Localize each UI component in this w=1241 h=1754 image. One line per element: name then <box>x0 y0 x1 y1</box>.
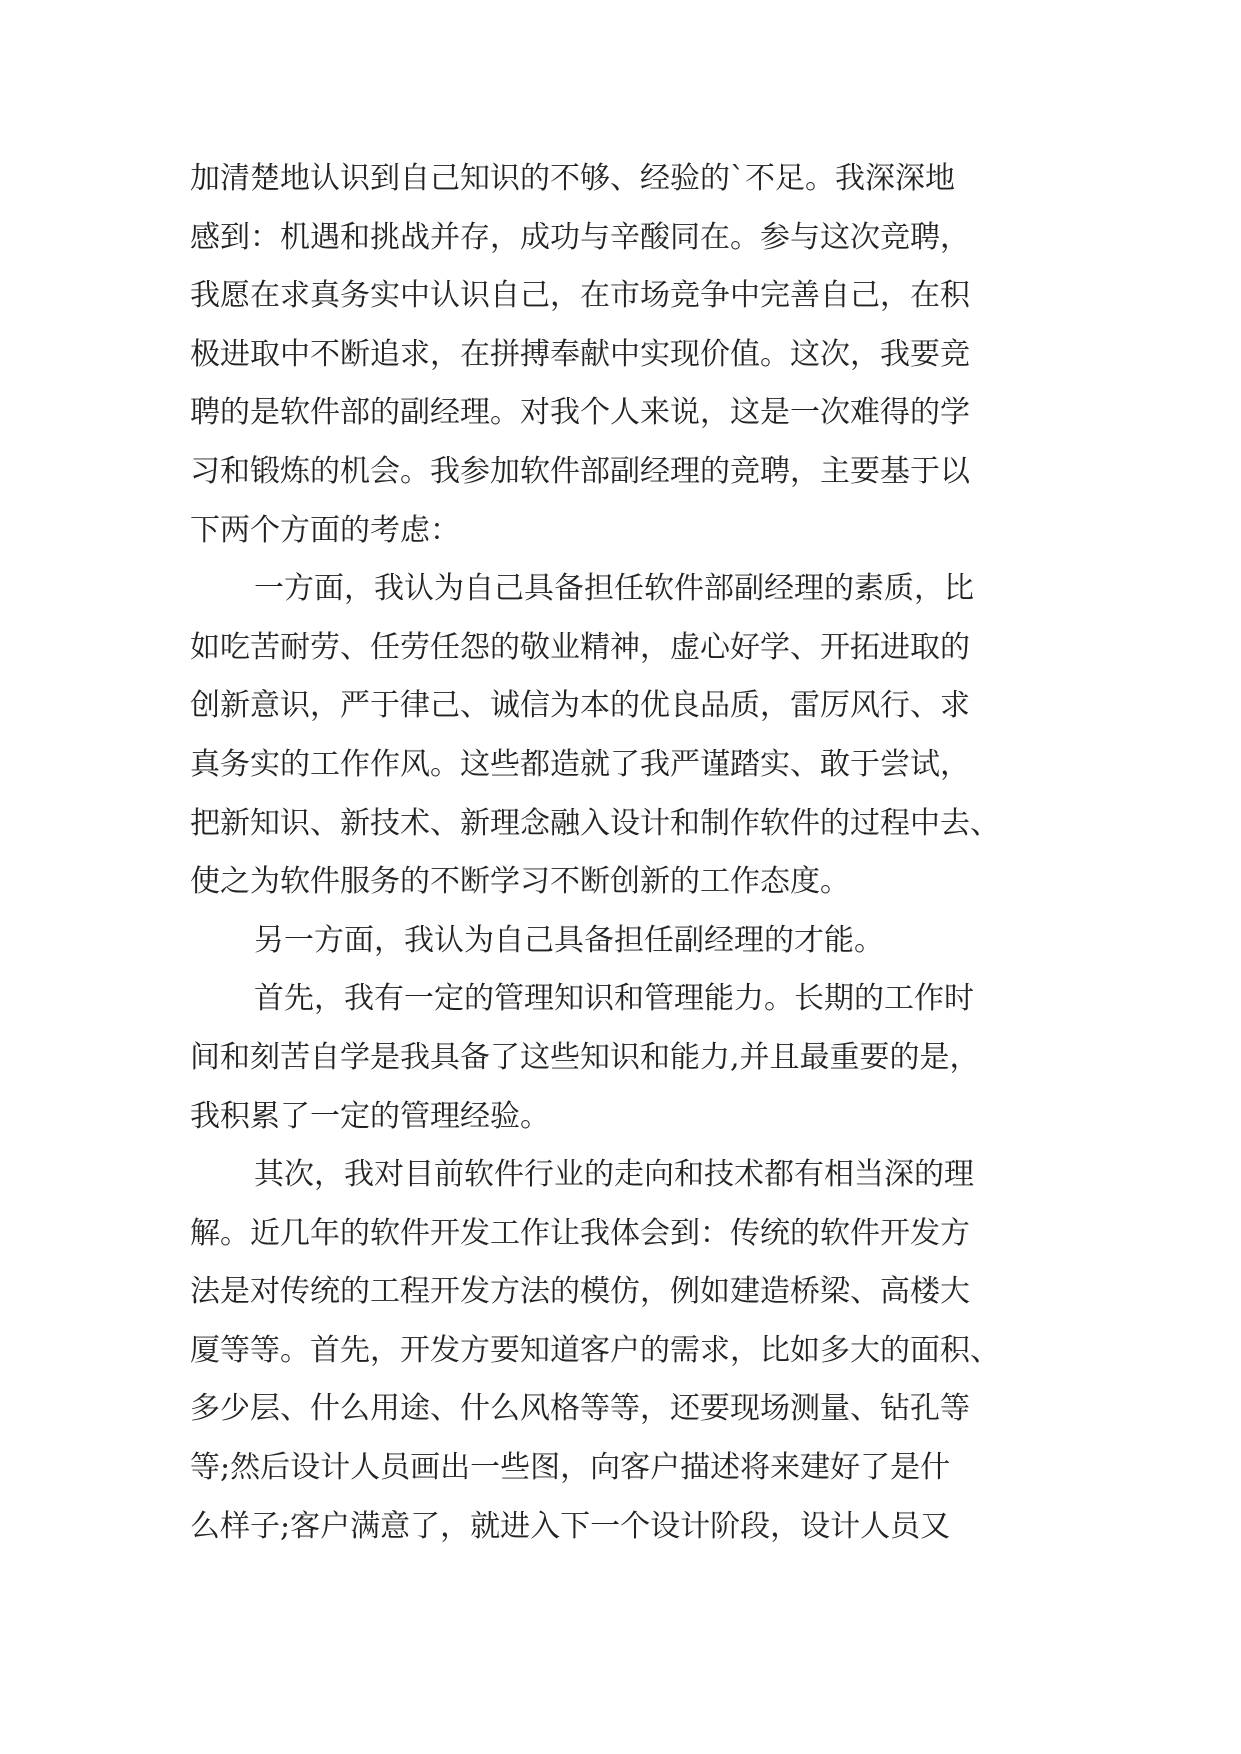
text-line: 感到：机遇和挑战并存，成功与辛酸同在。参与这次竞聘， <box>190 219 970 255</box>
text-line: 厦等等。首先，开发方要知道客户的需求，比如多大的面积、 <box>190 1332 1000 1368</box>
paragraph-2 <box>190 560 1070 912</box>
text-line: 等;然后设计人员画出一些图，向客户描述将来建好了是什 <box>190 1450 951 1486</box>
text-line: 极进取中不断追求，在拼搏奉献中实现价值。这次，我要竞 <box>190 336 970 372</box>
text-line: 另一方面，我认为自己具备担任副经理的才能。 <box>254 922 884 958</box>
text-line: 把新知识、新技术、新理念融入设计和制作软件的过程中去、 <box>190 805 1000 841</box>
text-line: 真务实的工作作风。这些都造就了我严谨踏实、敢于尝试， <box>190 746 970 782</box>
text-line: 法是对传统的工程开发方法的模仿，例如建造桥梁、高楼大 <box>190 1274 970 1310</box>
text-line: 使之为软件服务的不断学习不断创新的工作态度。 <box>190 864 850 900</box>
text-line: 一方面，我认为自己具备担任软件部副经理的素质，比 <box>254 571 974 607</box>
text-line: 解。近几年的软件开发工作让我体会到：传统的软件开发方 <box>190 1215 970 1251</box>
text-line: 么样子;客户满意了，就进入下一个设计阶段，设计人员又 <box>190 1508 951 1544</box>
text-line: 我积累了一定的管理经验。 <box>190 1098 550 1134</box>
paragraph-1 <box>190 150 1070 560</box>
text-line: 创新意识，严于律己、诚信为本的优良品质，雷厉风行、求 <box>190 688 970 724</box>
paragraph-3 <box>190 912 1070 971</box>
text-line: 首先，我有一定的管理知识和管理能力。长期的工作时 <box>254 981 974 1017</box>
paragraph-4 <box>190 970 1070 1146</box>
text-line: 下两个方面的考虑： <box>190 512 460 548</box>
text-line: 习和锻炼的机会。我参加软件部副经理的竞聘，主要基于以 <box>190 453 970 489</box>
text-line: 我愿在求真务实中认识自己，在市场竞争中完善自己，在积 <box>190 278 970 314</box>
text-line: 如吃苦耐劳、任劳任怨的敬业精神，虚心好学、开拓进取的 <box>190 629 970 665</box>
document-page <box>190 150 1070 1556</box>
paragraph-5 <box>190 1146 1070 1556</box>
text-line: 多少层、什么用途、什么风格等等，还要现场测量、钻孔等 <box>190 1391 970 1427</box>
text-line: 间和刻苦自学是我具备了这些知识和能力,并且最重要的是， <box>190 1039 980 1075</box>
text-line: 其次，我对目前软件行业的走向和技术都有相当深的理 <box>254 1157 974 1193</box>
text-line: 聘的是软件部的副经理。对我个人来说，这是一次难得的学 <box>190 395 970 431</box>
text-line: 加清楚地认识到自己知识的不够、经验的`不足。我深深地 <box>190 161 955 196</box>
